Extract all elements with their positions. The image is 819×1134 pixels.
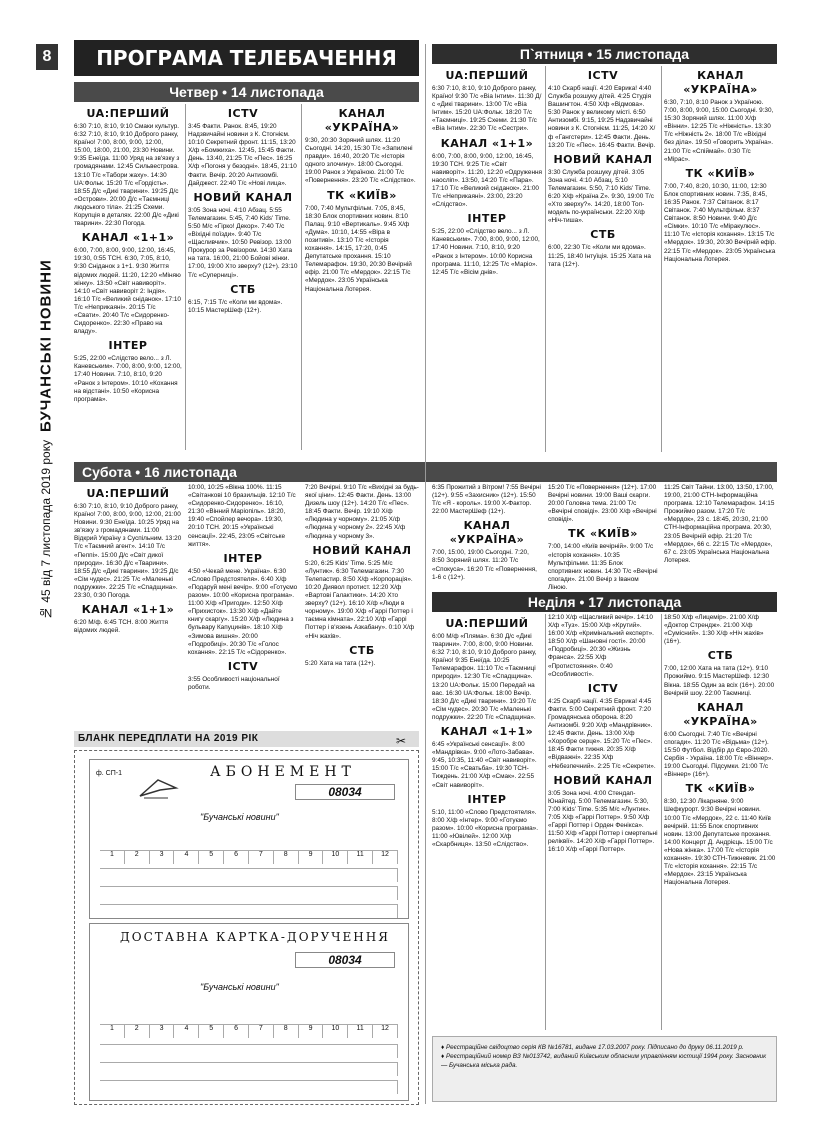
page-title-text: ПРОГРАМА ТЕЛЕБАЧЕННЯ: [74, 40, 419, 76]
schedule-text: 3:30 Служба розшуку дітей. 3:05 Зона ночі. 4:10 Абзац. 5:10 Телемагазин. 5:50, 7:10 Kids' Time. 6:20 Х/ф «Країна Z». 9:30, 19:00 Т/с «Хто зверху?». 14:20, 18:00 Топ-модель по-українськи. 22:20 Х/ф «Ніч-тиша».: [548, 168, 654, 225]
channel-name: UA:ПЕРШИЙ: [86, 487, 170, 500]
schedule-text: 6:30, 7:10, 8:10 Ранок з Україною. 7:00, 8:00, 9:00, 15:00 Сьогодні. 9:30, 15:30 Зоряний шлях. 11:00 Х/ф «Вінни». 12:25 Т/с «Ніжність». 13:30 Т/с «Ніжність 2». 18:00 Т/с «Віхідні без діла». 19:50 «Говорить Україна». 21:00 Т/с «Спіймай». 0:30 Т/с «Мірас».: [664, 99, 774, 163]
form-row[interactable]: [100, 904, 398, 918]
month-cell: 9: [299, 1025, 324, 1038]
schedule-text: 7:00, 7:40 Мультфільм. 7:05, 8:45, 18:30 Блок спортивних новин. 8:10 Палац. 9:10 «Вертикаль». 9:45 Х/ф «Дума». 10:10, 14:55 «Віра в позитиві». 13:10 Т/с «Історія кохання». 14:15, 17:20, 0:45 Депутатське прохання. 15:10 Телемарафон. 19:30, 20:30 Вечірній ефір. 21:00 Т/с «Мердок». 22:15 Т/с «Мердок». 23:05 Українська Національна Лотерея.: [305, 204, 412, 293]
channel-name: UA:ПЕРШИЙ: [86, 107, 170, 120]
form-row[interactable]: [100, 886, 398, 900]
schedule-text: 6:35 Прожитий з Вітром! 7:55 Вечірні (12+). 9:55 «Захисник» (12+). 15:50 Т/с «Я - король». 19:00 Х-Фактор. 22:00 МастерШеф (12+).: [432, 484, 541, 516]
schedule-text: 6:00 М/ф «Пляма». 6:30 Д/с «Дикі тварини». 7:00, 8:00, 9:00 Новини. 6:32 7:10, 8:10, 9:10 Доброго ранку, Країно! 9:35 Енеїда. 10:25 Телемарафон. 11:10 Т/с «Таємниці природи». 12:30 Т/с «Спадщина». 13:20 UA:Фольк. 15:00 Передай на вас. 16:30 UA:Фольк. 18:00 Вечір. 18:30 Д/с «Дикі тварини». 19:20 Т/с «Сім чудес». 20:30 Т/с «Маленькі подружки». 22:20 Т/с «Спадщина».: [432, 633, 537, 721]
schedule-text: 6:30 7:10, 8:10, 9:10 Смаки культур. 6:32 7:10, 8:10, 9:10 Доброго ранку, Країно! 7:00, 8:00, 9:00, 12:00, 15:00, 18:00, 21:00, 23:30 Новини. 9:35 Енеїда. 11:00 Уряд на зв'язку з громадянами. 12:45 Сильвестрова. 13:10 Т/с «Табори жаху». 14:30 UA:Фольк. 15:20 Т/с «Гордість». 18:55 Д/с «Дикі тварини». 19:25 Д/с «Острови». 20:00 Д/с «Таємниці людського тіла». 21:25 Схеми. Корупція в деталях. 22:00 Д/с «Дикі тварини». 22:30 Погода.: [74, 123, 180, 228]
schedule-text: 3:45 Факти. Ранок. 8:45, 19:20 Надзвичайні новини з К. Стогнієм. 10:10 Секретний фронт. 11:15, 13:20 Х/ф «Бомжиха». 12:45, 15:45 Факти. День. 13:40, 21:25 Т/с «Пес». 16:25 Х/ф «Погоня у безодні». 18:45, 21:10 Факти. Вечір. 20:20 Антизомбі. Дайджест. 22:40 Т/с «Нові лица».: [188, 123, 297, 187]
month-cell: 7: [249, 851, 274, 864]
schedule-text: 7:00, 15:00, 19:00 Сьогодні. 7:20, 8:50 Зоряний шлях. 11:20 Т/с «Спокуса». 16:20 Т/с «Повернення, 1-6 с (12+).: [432, 549, 537, 581]
month-cell: 7: [249, 1025, 274, 1038]
month-cell: 4: [174, 851, 199, 864]
ukrposhta-logo-icon: [138, 776, 178, 802]
thu-col-1: [74, 104, 182, 452]
schedule-text: 11:25 Світ Тайни. 13:00, 13:50, 17:00, 19:00, 21:00 СТН-Інформаційна програма. 12:10 Телемарафон. 14:15 Прожиймо разом. 17:20 Т/с «Мердок», 23 с. 18:45, 20:30, 21:00 СТН-Інформаційна програма. 20:30, 23:05 Вечірній ефір. 21:20 Т/с «Мердок», 66 с. 22:15 Т/с «Мердок», 67 с. 23:05 Українська Національна Лотерея.: [664, 484, 775, 564]
month-cell: 9: [299, 851, 324, 864]
channel-name: КАНАЛ «1+1»: [440, 725, 534, 739]
column-divider: [545, 66, 546, 452]
schedule-text: 3:05 Зона ночі. 4:10 Абзац. 5:55 Телемагазин. 5:45, 7:40 Kids' Time. 5:50 М/с «Гірко! Декор». 7:40 Т/с «Віхідні поїзди». 9:40 Т/с «Щасливчик». 10:50 Ревізор. 13:00 Прокурор за Ревізором. 14:30 Хата на тата. 16:00, 21:00 Бойові жінки. 17:00, 19:00 Хто зверху? (12+). 23:10 Т/с «Суперниці».: [188, 206, 298, 279]
month-cell: 6: [224, 1025, 249, 1038]
channel-name: ІНТЕР: [108, 339, 148, 353]
channel-name: КАНАЛ «1+1»: [440, 136, 534, 150]
schedule-text: 4:25 Скарб нації. 4:35 Еврика! 4:45 Факти. 5:00 Секретний фронт. 7:20 Громадянська оборона. 8:20 Антизомбі. 9:20 Х/ф «Мандрівник». 12:45 Факти. День. 13:00 Х/ф «Хоробре серце». 15:20 Т/с «Пес». 18:45 Факти тижня. 20:35 Х/ф «Відважні». 22:35 Х/ф «Небезпечний». 2:25 Т/с «Секрети».: [548, 697, 656, 770]
channel-name: НОВИЙ КАНАЛ: [553, 152, 653, 166]
issue-line: № 45 від 7 листопада 2019 року: [39, 439, 53, 620]
page-title: [74, 40, 419, 76]
month-cell: 2: [125, 1025, 150, 1038]
schedule-text: 7:00, 7:40, 8:20, 10:30, 11:00, 12:30 Блок спортивних новин. 7:35, 8:45, 16:35 Ранок. 7:37 Світанок. 8:17 Світанок. 7:40 Мультфільм. 8:37 Світанок. 8:50 Новини. 9:40 Д/с «Сімки». 10:10 Т/с «Міракулюс». 11:10 Т/с «Історія кохання». 13:15 Т/с «Мердок». 19:30, 20:30 Вечірній ефір. 22:15 Т/с «Мердок». 23:05 Українська Національна Лотерея.: [664, 182, 777, 263]
schedule-text: 5:25, 22:00 «Слідство вело... з Л. Каневським». 7:00, 8:00, 9:00, 12:00, 17:40 Новини. 7:10, 8:10, 9:20 «Ранок з Інтером». 10:10 «Кохання на відстані». 10:50 «Корисна програма».: [74, 355, 182, 403]
form-row[interactable]: [100, 1044, 398, 1058]
schedule-text: 18:50 Х/ф «Лицемір». 21:00 Х/ф «Доктор Стрендж». 21:00 Х/ф «Сумісний». 1:30 Х/ф «Ніч жахів» (16+).: [664, 614, 764, 646]
schedule-text: 10:00, 10:25 «Вікна 100%. 11:15 «Світанкові 10 бразильців. 12:10 Т/с «Сидоренко-Сидоренко». 16:10, 21:30 «Вінний Маріопіль». 18:20, 19:40 «Спойлер вечора». 19:30, 20:10 ТСН. 20:15 «Українські сенсації». 22:45, 23:05 «Світське життя».: [188, 484, 296, 548]
schedule-text: 6:00, 7:00, 8:00, 9:00, 12:00, 16:45, 19:30 ТСН. 9:25 Т/с «Світ навиворіт». 11:20, 12:20 «Одруження наосліп». 13:50, 14:20 Т/с «Пара». 17:10 Т/с «Великий сніданок». 21:00 Т/с «Неприкаяні». 23:00, 23:20 «Слідство».: [432, 152, 542, 209]
sat-col-5: [548, 484, 658, 591]
channel-name: ІНТЕР: [223, 551, 263, 565]
note-line: ♦ Реєстраційне свідоцтво серія КВ №16781, видане 17.03.2007 року. Підписано до друку 06.11.2019 р.: [441, 1044, 744, 1051]
note-line: ♦ Реєстраційний номер ВЗ №013742, виданий Київським обласним управлінням юстиції 1994 року. Засновник — Бучанська міська рада.: [441, 1053, 767, 1069]
schedule-text: 6:00, 22:30 Т/с «Коли ми вдома». 11:25, 18:40 Інтуїція. 15:25 Хата на тата (12+).: [548, 244, 651, 268]
sat-col-1: [74, 484, 182, 728]
schedule-text: 5:20 Хата на тата (12+).: [305, 659, 376, 667]
channel-name: ТК «КИЇВ»: [568, 527, 638, 541]
schedule-text: 5:20, 6:25 Kids' Time. 5:25 М/с «Лунтик». 6:30 Телемагазин. 7:30 Телепастир. 8:50 Х/ф «Корпорація». 10:20 Диявол протист. 12:20 Х/ф «Вартові Галактики». 14:20 Хто зверху? (12+). 16:10 Х/ф «Люди в чорному». 19:00 Х/ф «Гаррі Поттер і таємна кімната». 22:10 Х/ф «Гаррі Поттер і в'язень Азкабану». 0:10 Х/ф «Ніч жахів».: [305, 559, 415, 640]
schedule-text: 6:00 Сьогодні. 7:40 Т/с «Вечірні спогади». 11:20 Т/с «Відьма» (12+). 15:50 Футбол. Відбір до Євро-2020. Сербія - Україна. 18:00 Т/с «Віннер». 19:00 Сьогодні. Підсумки. 21:00 Т/с «Віннер» (16+).: [664, 730, 774, 779]
thu-col-2: [188, 104, 298, 452]
schedule-text: 6:30 7:10, 8:10, 9:10 Доброго ранку, Країно! 9:30 Т/с «Віа Інтим». 11:30 Д/с «Дикі тварини». 13:00 Т/с «Віа Інтим». 15:20 UA:Фольк. 18:20 Т/с «Таємниці». 19:25 Схеми. 21:30 Т/с «Віа Інтим». 22:30 Т/с «Сестри».: [432, 85, 542, 133]
schedule-text: 9:30, 20:30 Зоряний шлях. 11:20 Сьогодні. 14:20, 15:30 Т/с «Запилені правди». 16:40, 20:20 Т/с «Історія одного злочину». 18:00 Сьогодні. 19:00 Ранок з Україною. 21:00 Т/с «Повернення». 23:20 Т/с «Слідство».: [305, 137, 416, 185]
schedule-text: 6:20 М/ф. 6:45 ТСН. 8:00 Життя відомих людей.: [74, 619, 169, 635]
schedule-text: 6:45 «Українські сенсації». 8:00 «Мандрівка». 9:00 «Лото-Забава». 9:45, 10:35, 11:40 «Світ навиворіт». 15:00 Т/с «Сватьба». 19:30 ТСН-Тиждень. 21:00 Х/ф «Смак». 22:55 «Світ навиворіт».: [432, 741, 537, 789]
schedule-text: 6:00, 7:00, 8:00, 9:00, 12:00, 16:45, 19:30, 0:55 ТСН. 6:30, 7:05, 8:10, 9:30 Сніданок з 1+1. 9:30 Життя відомих людей. 11:20, 12:20 «Міняю жінку». 13:50 «Світ навиворіт». 14:10 «Світ навиворіт 2: Індія». 16:10 Т/с «Великий сніданок». 17:10 Т/с «Неприкаяні». 20:15 Т/с «Свати». 20:40 Т/с «Сидоренко-Сидоренко». 22:30 «Право на владу».: [74, 247, 181, 336]
channel-name: КАНАЛ «УКРАЇНА»: [683, 700, 758, 728]
schedule-text: 4:10 Скарб нації. 4:20 Еврика! 4:40 Служба розшуку дітей. 4:25 Студія Вашингтон. 4:50 Х/ф «Відмова». 5:30 Ранок у великому місті. 6:50 Антизомбі. 9:15, 19:25 Надзвичайні новини з К. Стогнієм. 11:25, 14:20 Х/ф «Гангстери». 12:45 Факти. День. 13:20 Т/с «Пес». 16:45 Факти. Вечір.: [548, 85, 656, 149]
month-cell: 12: [373, 1025, 398, 1038]
schedule-text: 5:10, 11:00 «Слово Предстоятеля». 8:00 Х/ф «Інтер». 9:00 «Готуємо разом». 10:00 «Корисна програма». 11:00 «Ювілей». 12:00 Х/ф «Скарбниця». 13:50 «Слідство».: [432, 808, 539, 848]
sat-col-3: [305, 484, 419, 728]
sun-col-2: [548, 614, 658, 1032]
column-divider: [661, 614, 662, 1030]
sat-col-6: [664, 484, 777, 586]
month-cell: 5: [199, 851, 224, 864]
fri-col-1: [432, 66, 542, 452]
sun-col-3: [664, 614, 777, 1032]
schedule-text: 12:10 Х/ф «Щасливий вечір». 14:10 Х/ф «Туз». 15:00 Х/ф «Крутий». 16:00 Х/ф «Кримінальний експерт». 18:50 Х/ф «Шановні гості». 20:00 «Подробиці». 20:30 «Жизнь Франса». 22:55 Х/ф «Протистояння». 0:40 «Особливості».: [548, 614, 654, 678]
month-cell: 1: [100, 851, 125, 864]
abonement-card: [89, 759, 409, 919]
channel-name: ІНТЕР: [467, 212, 507, 226]
form-row[interactable]: [100, 1080, 398, 1094]
channel-name: СТБ: [230, 282, 256, 296]
form-row[interactable]: [100, 868, 398, 882]
month-cell: 1: [100, 1025, 125, 1038]
channel-name: НОВИЙ КАНАЛ: [553, 773, 653, 787]
delivery-index: 08034: [295, 952, 395, 968]
month-cell: 6: [224, 851, 249, 864]
channel-name: КАНАЛ «1+1»: [81, 603, 175, 617]
channel-name: НОВИЙ КАНАЛ: [312, 543, 412, 557]
channel-name: ICTV: [227, 107, 259, 120]
sat-col-2: [188, 484, 298, 728]
abonement-title: АБОНЕМЕНТ: [210, 764, 356, 780]
publication-name: "Бучанські новини": [200, 812, 279, 822]
day-header-saturday: Субота • 16 листопада: [74, 462, 777, 482]
channel-name: ICTV: [227, 659, 259, 673]
month-cell: 4: [174, 1025, 199, 1038]
scissors-icon: ✂: [396, 734, 407, 748]
schedule-text: 8:30, 12:30 Лікарняне. 9:00 Шефкурорт. 9:30 Вечірні новини. 10:00 Т/с «Мердок», 22 с. 11:40 Київ вечірній. 11:55 Блок спортивних новин. 13:00 Депутатське прохання. 14:00 Концерт Д. Андрієць. 15:00 Т/с «Нова жінка». 17:00 Т/с «Історія кохання». 19:30 СТН-Тижневик. 21:00 Т/с «Історія кохання». 22:15 Т/с «Мердок». 23:15 Українська Національна Лотерея.: [664, 798, 776, 887]
sat-col-4: [432, 484, 542, 586]
schedule-text: 7:00, 14:00 «Київ вечірній». 9:00 Т/с «Історія кохання». 10:35 Мультфільми. 11:35 Блок спортивних новин. 14:30 Т/с «Вечірні спогади». 21:00 Вечір з Іваном Ліною.: [548, 543, 658, 591]
month-cell: 11: [348, 1025, 373, 1038]
schedule-text: 4:50 «Чекай мене. Україна». 6:30 «Слово Предстоятеля». 6:40 Х/ф «Подаруй мені вечір». 9:00 «Готуємо разом». 10:00 «Корисна програма». 11:00 Х/ф «Пригоди». 12:50 Х/ф «Прихисток». 13:30 Х/ф «Дайте книгу скаргу». 15:20 Х/ф «Людина з бульвару Капуцинів». 18:10 Х/ф «Зимова вишня». 20:00 «Подробиці». 20:30 Т/с «Голос кохання». 22:15 Т/с «Сідоренко».: [188, 567, 298, 656]
form-code: ф. СП-1: [96, 770, 122, 777]
channel-name: ICTV: [587, 681, 619, 695]
publication-name: "Бучанські новини": [200, 982, 279, 992]
channel-name: СТБ: [707, 649, 734, 663]
brand-name: БУЧАНСЬКІ НОВИНИ: [37, 259, 55, 432]
column-divider: [185, 104, 186, 450]
day-header-thursday: Четвер • 14 листопада: [74, 82, 419, 102]
fri-col-2: [548, 66, 658, 452]
months-grid: [100, 850, 398, 864]
form-row[interactable]: [100, 1062, 398, 1076]
day-header-sunday: Неділя • 17 листопада: [432, 592, 777, 612]
column-divider: [301, 104, 302, 450]
month-cell: 3: [150, 1025, 175, 1038]
month-cell: 2: [125, 851, 150, 864]
schedule-text: 7:00, 12:00 Хата на тата (12+). 9:10 Прожиймо. 9:15 МастерШеф. 12:30 Вікна. 18:55 Один за всіх (16+). 20:00 Вечірній шоу. 22:00 Таємниці.: [664, 665, 775, 697]
subscription-form: [74, 750, 419, 1105]
day-header-friday: П`ятниця • 15 листопада: [432, 44, 777, 64]
issue-strip: [36, 80, 56, 620]
channel-name: ТК «КИЇВ»: [327, 188, 397, 202]
month-cell: 10: [323, 1025, 348, 1038]
schedule-text: 5:25, 22:00 «Слідство вело... з Л. Каневським». 7:00, 8:00, 9:00, 12:00, 17:40 Новини. 7:10, 8:10, 9:20 «Ранок з Інтером». 10:00 Корисна програма. 11:10, 12:25 Т/с «Маріо». 12:45 Т/с «Вісім днів».: [432, 228, 540, 276]
column-divider: [425, 44, 426, 1104]
month-cell: 8: [274, 1025, 299, 1038]
channel-name: UA:ПЕРШИЙ: [445, 617, 529, 630]
delivery-title: ДОСТАВНА КАРТКА-ДОРУЧЕННЯ: [120, 930, 390, 944]
channel-name: СТБ: [349, 643, 375, 657]
channel-name: ТК «КИЇВ»: [685, 782, 756, 796]
channel-name: КАНАЛ «УКРАЇНА»: [683, 69, 758, 96]
schedule-text: 3:05 Зона ночі. 4:00 Стендап-Юнайтед. 5:00 Телемагазин. 5:30, 7:00 Kids' Time. 5:35 М/с «Лунтик». 7:05 Х/ф «Гаррі Поттер». 9:50 Х/ф «Гаррі Поттер і Орден Фенікса». 11:50 Х/ф «Гаррі Поттер і смертельні реліквії». 14:20 Х/ф «Гаррі Поттер». 16:10 Х/ф «Гаррі Поттер».: [548, 789, 658, 854]
schedule-text: 7:20 Вечірні. 9:10 Т/с «Вихідні за будь-якої ціни». 12:45 Факти. День. 13:00 Дизель шоу (12+). 14:20 Т/с «Пес». 18:45 Факти. Вечір. 19:10 Х/ф «Людина у чорному». 21:05 Х/ф «Людина у чорному 2». 22:45 Х/ф «Людина у чорному 3».: [305, 484, 419, 540]
month-cell: 10: [323, 851, 348, 864]
channel-name: ІНТЕР: [467, 792, 507, 806]
column-divider: [545, 614, 546, 1030]
channel-name: ТК «КИЇВ»: [685, 166, 756, 180]
publication-notes: [432, 1036, 777, 1102]
fri-col-3: [664, 66, 777, 452]
sun-col-1: [432, 614, 542, 1032]
channel-name: КАНАЛ «УКРАЇНА»: [449, 519, 525, 547]
channel-name: UA:ПЕРШИЙ: [445, 69, 529, 82]
channel-name: ICTV: [587, 69, 619, 82]
month-cell: 5: [199, 1025, 224, 1038]
delivery-card: [89, 923, 409, 1101]
schedule-text: 15:20 Т/с «Повернення» (12+). 17:00 Вечірні новини. 19:00 Ваші скарги. 20:00 Головна тема. 21:00 Т/с «Вечірні сповіді». 23:00 Х/ф «Вечірні сповіді».: [548, 484, 657, 524]
month-cell: 3: [150, 851, 175, 864]
schedule-text: 3:55 Особливості національної роботи.: [188, 675, 280, 691]
abonement-index: 08034: [295, 784, 395, 800]
month-cell: 12: [373, 851, 398, 864]
channel-name: СТБ: [590, 228, 616, 242]
channel-name: НОВИЙ КАНАЛ: [193, 190, 293, 204]
thu-col-3: [305, 104, 419, 452]
page-number: 8: [36, 44, 58, 70]
subscription-form-title: БЛАНК ПЕРЕДПЛАТИ НА 2019 РІК: [74, 731, 419, 747]
schedule-text: 6:15, 7:15 Т/с «Коли ми вдома». 10:15 МастерШеф (12+).: [188, 298, 283, 314]
column-divider: [661, 66, 662, 452]
channel-name: КАНАЛ «УКРАЇНА»: [324, 107, 400, 134]
month-cell: 8: [274, 851, 299, 864]
months-grid: [100, 1024, 398, 1038]
schedule-text: 6:30 7:10, 8:10, 9:10 Доброго ранку, Країно! 7:00, 8:00, 9:00, 12:00, 21:00 Новини. 9:30 Енеїда. 10:25 Уряд на зв'язку з громадянами. 11:00 Відкрий Україну з Суспільним. 13:20 Т/с «Таємний агент». 14:10 Т/с «Пеппі». 15:00 Д/с «Світ дикої природи». 16:30 Д/с «Тварини». 18:55 Д/с «Дикі тварини». 19:25 Д/с «Сім чудес». 21:25 Т/с «Маленькі подружки». 22:25 Т/с «Спадщина». 23:30, 0:30 Погода.: [74, 503, 182, 600]
channel-name: КАНАЛ «1+1»: [81, 231, 175, 245]
month-cell: 11: [348, 851, 373, 864]
